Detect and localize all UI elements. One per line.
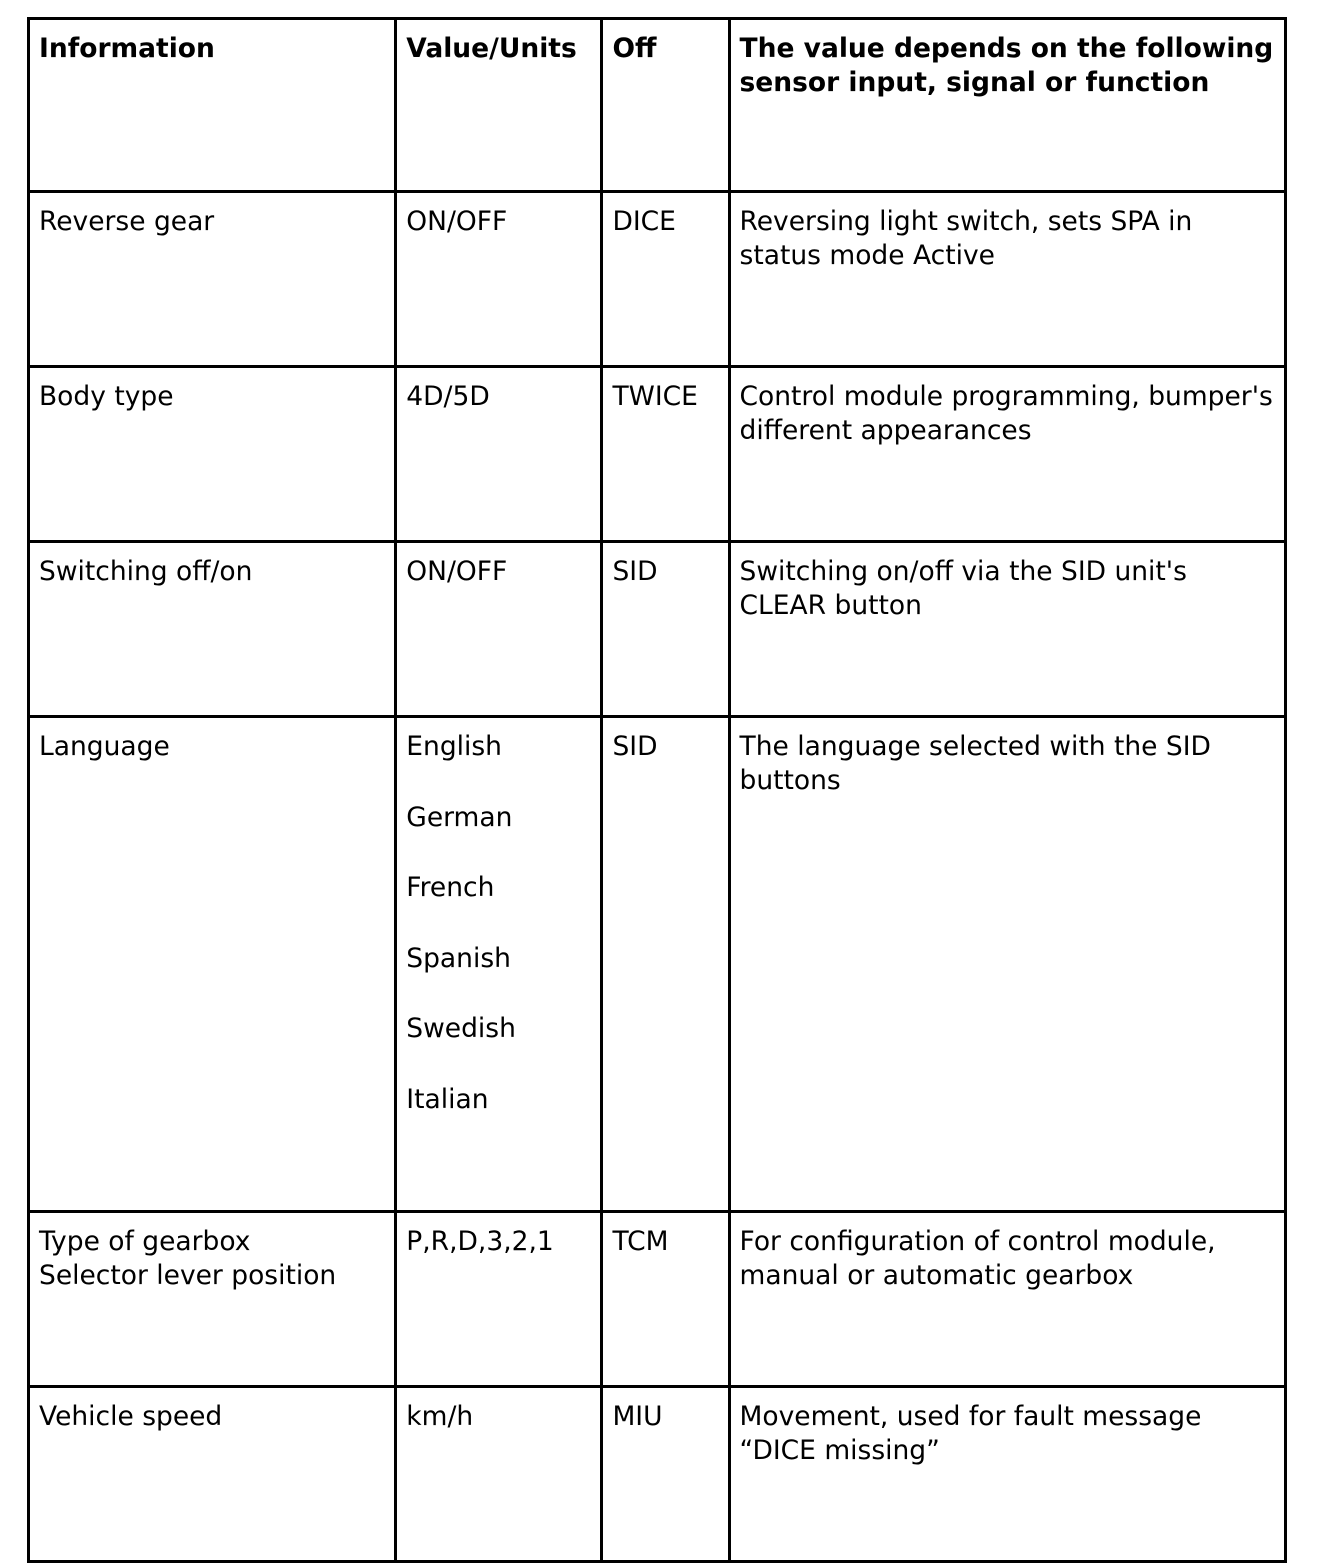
cell-depends: Switching on/off via the SID unit's CLEAR button bbox=[729, 542, 1285, 717]
table-row bbox=[29, 1387, 1286, 1562]
cell-off: SID bbox=[602, 542, 729, 717]
cell-information: Switching off/on bbox=[29, 542, 396, 717]
language-item: French bbox=[406, 872, 495, 903]
language-item: Italian bbox=[406, 1083, 489, 1115]
cell-information: Language bbox=[29, 717, 396, 1212]
table-row bbox=[29, 717, 1286, 1212]
cell-depends: Reversing light switch, sets SPA in status mode Active bbox=[729, 192, 1285, 367]
cell-information: Body type bbox=[29, 367, 396, 542]
cell-off: MIU bbox=[602, 1387, 729, 1562]
table-row bbox=[29, 192, 1286, 367]
cell-information: Reverse gear bbox=[29, 192, 396, 367]
language-item: English bbox=[406, 731, 502, 762]
cell-information: Vehicle speed bbox=[29, 1387, 396, 1562]
cell-depends: Movement, used for fault message “DICE missing” bbox=[729, 1387, 1285, 1562]
cell-off: DICE bbox=[602, 192, 729, 367]
cell-information bbox=[29, 1212, 396, 1387]
info-table bbox=[27, 17, 1287, 1563]
table-row bbox=[29, 542, 1286, 717]
header-depends: The value depends on the following sensor input, signal or function bbox=[729, 19, 1285, 192]
language-item: German bbox=[406, 801, 513, 833]
cell-depends: The language selected with the SID buttons bbox=[729, 717, 1285, 1212]
table-row bbox=[29, 367, 1286, 542]
language-item: Spanish bbox=[406, 942, 511, 974]
cell-depends: Control module programming, bumper's different appearances bbox=[729, 367, 1285, 542]
cell-value: ON/OFF bbox=[396, 192, 602, 367]
information-line: Selector lever position bbox=[39, 1260, 337, 1291]
table-row bbox=[29, 1212, 1286, 1387]
cell-depends: For configuration of control module, manual or automatic gearbox bbox=[729, 1212, 1285, 1387]
information-line: Type of gearbox bbox=[39, 1226, 251, 1257]
cell-value: km/h bbox=[396, 1387, 602, 1562]
header-value-units: Value/Units bbox=[396, 19, 602, 192]
table-header-row bbox=[29, 19, 1286, 192]
language-item: Swedish bbox=[406, 1013, 516, 1044]
header-off: Off bbox=[602, 19, 729, 192]
cell-value: P,R,D,3,2,1 bbox=[396, 1212, 602, 1387]
header-information: Information bbox=[29, 19, 396, 192]
cell-off: TCM bbox=[602, 1212, 729, 1387]
cell-value: ON/OFF bbox=[396, 542, 602, 717]
cell-value-list bbox=[396, 717, 602, 1212]
language-list bbox=[406, 730, 592, 1117]
cell-off: SID bbox=[602, 717, 729, 1212]
cell-off: TWICE bbox=[602, 367, 729, 542]
cell-value: 4D/5D bbox=[396, 367, 602, 542]
